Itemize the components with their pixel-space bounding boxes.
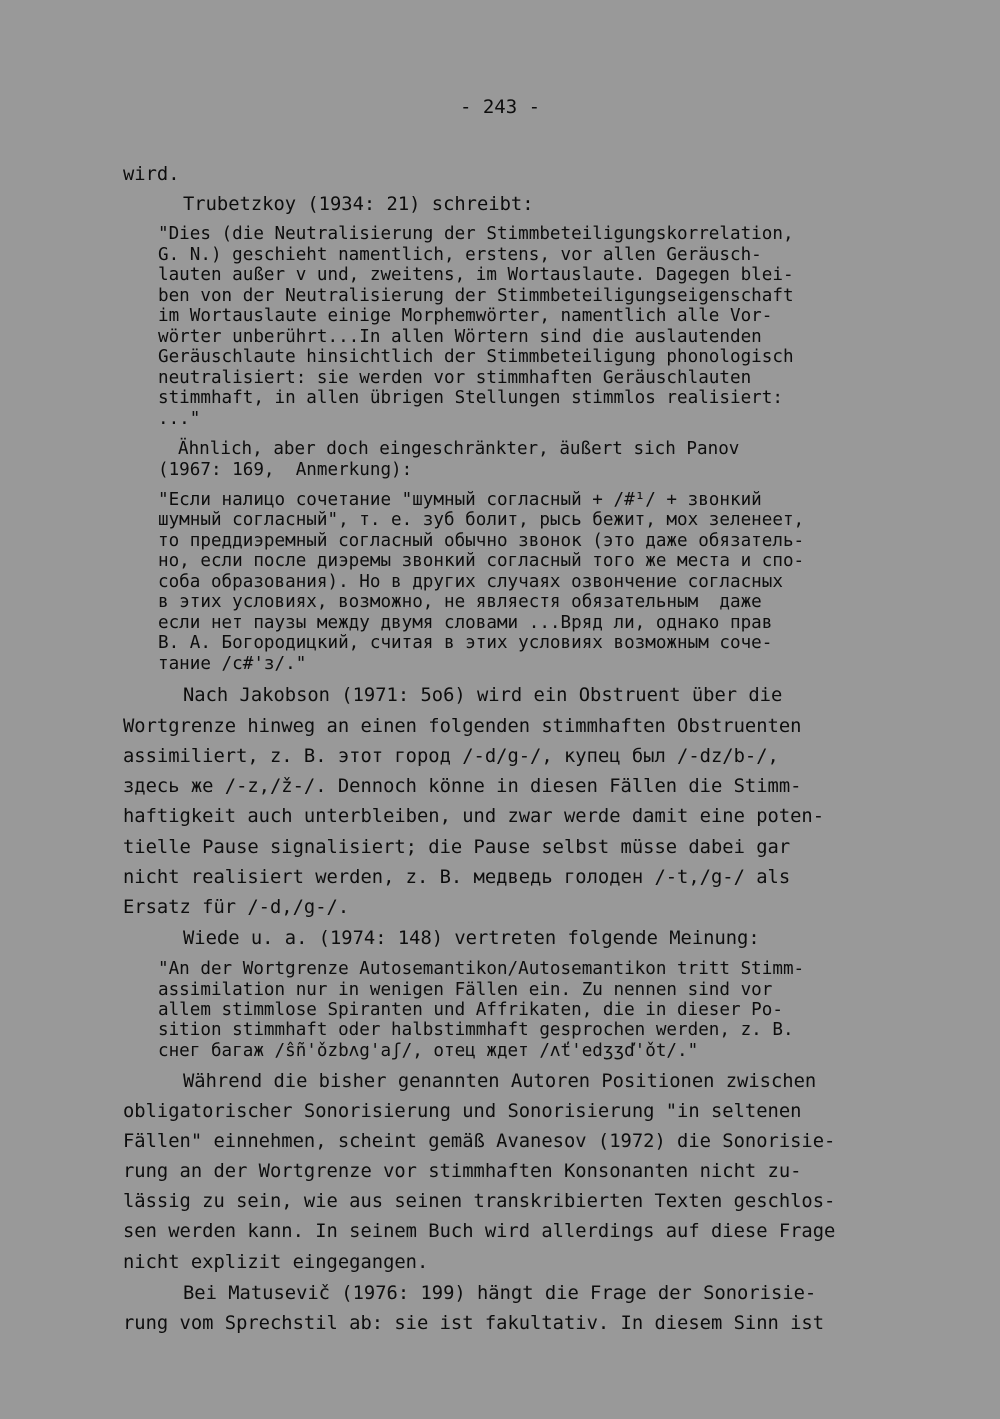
text-line: в этих условиях, возможно, не являестя обязательным даже: [158, 592, 762, 612]
text-line: lauten außer v und, zweitens, im Wortauslaute. Dagegen blei-: [158, 265, 794, 285]
text-line: nicht explizit eingegangen.: [123, 1252, 429, 1273]
text-line: nicht realisiert werden, z. B. медведь голоден /-t,/g-/ als: [123, 867, 791, 888]
text-line: Während die bisher genannten Autoren Positionen zwischen: [183, 1071, 817, 1092]
text-line: Ersatz für /-d,/g-/.: [123, 897, 350, 918]
text-line: Ähnlich, aber doch eingeschränkter, äußert sich Panov: [178, 439, 740, 459]
text-line: wird.: [123, 164, 180, 185]
text-line: im Wortauslaute einige Morphemwörter, namentlich alle Vor-: [158, 306, 773, 326]
text-line: шумный согласный", т. е. зуб болит, рысь бежит, мох зеленеет,: [158, 510, 805, 530]
page-number: - 243 -: [459, 96, 541, 118]
text-line: Wortgrenze hinweg an einen folgenden stimmhaften Obstruenten: [123, 716, 802, 737]
text-line: stimmhaft, in allen übrigen Stellungen stimmlos realisiert:: [158, 388, 783, 408]
text-line: соба образования). Но в других случаях озвончение согласных: [158, 572, 783, 592]
text-line: Bei Matusevič (1976: 199) hängt die Frage der Sonorisie-: [183, 1283, 817, 1304]
text-line: sen werden kann. In seinem Buch wird allerdings auf diese Frage: [123, 1221, 836, 1242]
text-line: Wiede u. a. (1974: 148) vertreten folgende Meinung:: [183, 928, 760, 949]
text-line: снег багаж /ŝñ'ǒzbʌg'aʃ/, отец ждет /ʌť'edʒʒď'ǒt/.": [158, 1041, 699, 1061]
text-line: если нет паузы между двумя словами ...Вряд ли, однако прав: [158, 613, 773, 633]
text-line: rung an der Wortgrenze vor stimmhaften Konsonanten nicht zu-: [123, 1161, 802, 1182]
text-line: assimiliert, z. B. этот город /-d/g-/, купец был /-dz/b-/,: [123, 746, 779, 767]
text-line: тание /с#'з/.": [158, 654, 307, 674]
text-line: allem stimmlose Spiranten und Affrikaten, die in dieser Po-: [158, 1000, 783, 1020]
text-line: В. А. Богородицкий, считая в этих условиях возможным соче-: [158, 633, 773, 653]
text-line: (1967: 169, Anmerkung):: [158, 460, 413, 480]
text-line: wörter unberührt...In allen Wörtern sind die auslautenden: [158, 327, 762, 347]
text-line: то преддиэремный согласный обычно звонок (это даже обязатель-: [158, 531, 805, 551]
text-line: здесь же /-z,/ž-/. Dennoch könne in diesen Fällen die Stimm-: [123, 776, 802, 797]
text-line: ...": [158, 409, 201, 429]
text-line: neutralisiert: sie werden vor stimmhaften Geräuschlauten: [158, 368, 752, 388]
text-line: sition stimmhaft oder halbstimmhaft gesprochen werden, z. B.: [158, 1020, 794, 1040]
text-line: lässig zu sein, wie aus seinen transkribierten Texten geschlos-: [123, 1191, 836, 1212]
text-line: "An der Wortgrenze Autosemantikon/Autosemantikon tritt Stimm-: [158, 959, 805, 979]
text-line: G. N.) geschieht namentlich, erstens, vor allen Geräusch-: [158, 245, 762, 265]
text-line: rung vom Sprechstil ab: sie ist fakultativ. In diesem Sinn ist: [123, 1313, 825, 1334]
text-line: Nach Jakobson (1971: 5o6) wird ein Obstruent über die: [183, 685, 783, 706]
text-line: "Если налицо сочетание "шумный согласный + /#¹/ + звонкий: [158, 490, 762, 510]
text-line: Trubetzkoy (1934: 21) schreibt:: [183, 194, 534, 215]
text-line: "Dies (die Neutralisierung der Stimmbeteiligungskorrelation,: [158, 224, 794, 244]
text-line: Fällen" einnehmen, scheint gemäß Avanesov (1972) die Sonorisie-: [123, 1131, 836, 1152]
text-line: obligatorischer Sonorisierung und Sonorisierung "in seltenen: [123, 1101, 802, 1122]
text-line: assimilation nur in wenigen Fällen ein. Zu nennen sind vor: [158, 980, 773, 1000]
text-line: но, если после диэремы звонкий согласный того же места и спо-: [158, 551, 805, 571]
text-line: haftigkeit auch unterbleiben, und zwar werde damit eine poten-: [123, 806, 825, 827]
text-line: Geräuschlaute hinsichtlich der Stimmbeteiligung phonologisch: [158, 347, 794, 367]
text-line: ben von der Neutralisierung der Stimmbeteiligungseigenschaft: [158, 286, 794, 306]
text-line: tielle Pause signalisiert; die Pause selbst müsse dabei gar: [123, 837, 791, 858]
